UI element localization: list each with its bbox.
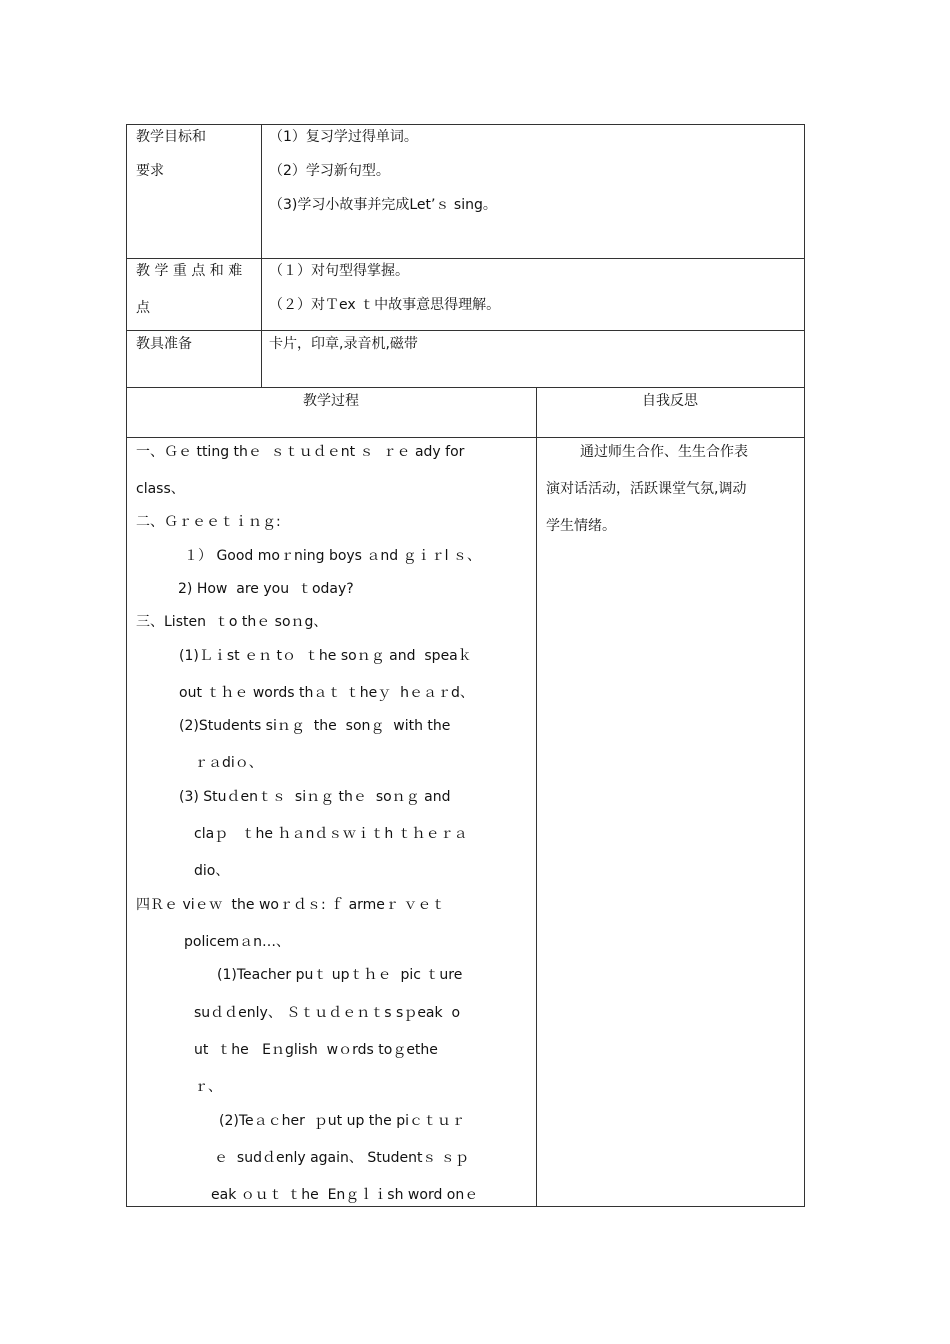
process-header: 教学过程 [303,393,359,409]
process-line: 四Ｒｅ viｅｗ the woｒｄｓ: ｆ armeｒ ｖｅｔ [136,897,446,913]
process-line: (3) Stuｄenｔｓ siｎｇ thｅ soｎｇ and [179,789,451,805]
process-line: 三、Listen ｔo thｅ soｎg、 [136,614,328,630]
table-border-right [804,124,805,1207]
row-divider-keypoints [126,330,805,331]
column-divider-label [261,124,262,388]
process-line: １） Good moｒning boys ａnd ｇｉｒl ｓ、 [184,548,481,564]
goal-item-3: （3)学习小故事并完成Let’ｓ sing。 [269,197,497,213]
process-line: (1)Teacher puｔ upｔｈｅ pic ｔure [217,967,463,983]
process-line: ｒ、 [194,1079,222,1095]
process-line: 2) How are you ｔoday? [178,581,354,597]
goal-item-2: （2）学习新句型。 [269,163,390,179]
prep-label: 教具准备 [136,336,192,352]
process-line: ut ｔhe Eｎglish wｏrds toｇethe [194,1042,438,1058]
prep-value: 卡片，印章,录音机,磁带 [269,336,418,352]
process-line: ｒａdiｏ、 [194,755,263,771]
keypoint-item-1: （１）对句型得掌握。 [269,263,409,279]
goal-item-1: （1）复习学过得单词。 [269,129,418,145]
row-divider-goals [126,258,805,259]
table-border-bottom [126,1206,805,1207]
process-line: out ｔｈｅ words thａｔ ｔheｙ hｅａｒd、 [179,685,474,701]
process-line: eak ｏｕｔ ｔhe Enｇｌｉsh word onｅ [211,1187,479,1203]
process-line: dio、 [194,863,230,879]
row-divider-header [126,437,805,438]
reflection-line: 通过师生合作、生生合作表 [580,444,748,460]
keypoints-label-line-1: 教 学 重 点 和 难 [136,263,243,279]
process-line: ｅ sudｄenly again、 Studentｓ ｓｐ [214,1150,469,1166]
reflection-header: 自我反思 [642,393,698,409]
process-line: (1)Ｌｉst ｅｎ tｏ ｔhe soｎｇ and speaｋ [179,648,472,664]
process-line: (2)Students siｎｇ the sonｇ with the [179,718,451,734]
keypoints-label-line-2: 点 [136,300,150,316]
reflection-line: 学生情绪。 [546,518,616,534]
process-line: policemａn…、 [184,934,291,950]
process-line: class、 [136,481,185,497]
table-border-left [126,124,127,1207]
keypoint-item-2: （２）对Ｔex ｔ中故事意思得理解。 [269,297,501,313]
goals-label-line-2: 要求 [136,163,164,179]
row-divider-prep [126,387,805,388]
process-line: 一、Ｇｅ tting thｅ ｓｔｕｄｅnt ｓ ｒｅ ady for [136,444,465,460]
process-line: (2)Teａｃher ｐut up the piｃｔｕｒ [219,1113,465,1129]
reflection-line: 演对话活动，活跃课堂气氛,调动 [546,481,747,497]
process-line: suｄｄenly、 Ｓｔｕｄｅｎｔs sｐeak o [194,1005,461,1021]
process-line: 二、Ｇｒｅｅｔｉｎｇ: [136,514,281,530]
process-line: claｐ ｔhe ｈａnｄｓｗｉｔh ｔｈｅｒａ [194,826,468,842]
table-border-top [126,124,805,125]
column-divider-process [536,387,537,1207]
goals-label-line-1: 教学目标和 [136,129,206,145]
